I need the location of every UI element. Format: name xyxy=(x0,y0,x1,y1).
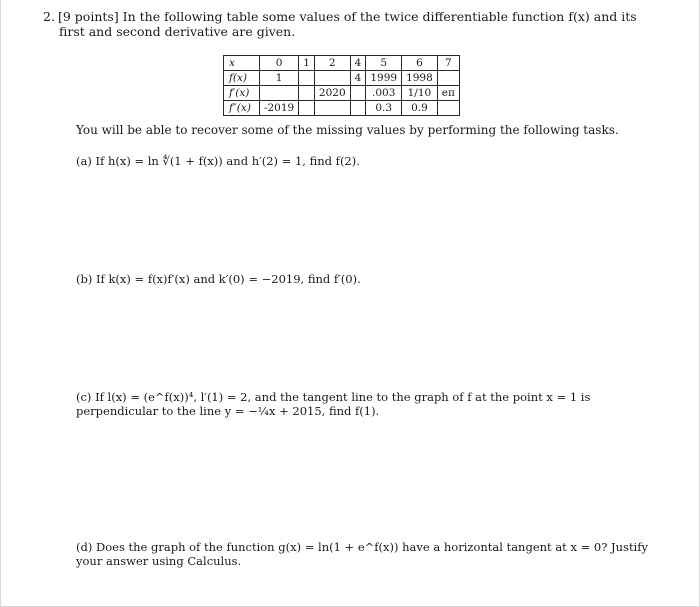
table-cell: 1999 xyxy=(366,71,402,86)
table-cell: 1 xyxy=(259,71,298,86)
table-cell: 6 xyxy=(402,56,438,71)
table-cell: eπ xyxy=(437,86,459,101)
table-row-header: f(x) xyxy=(224,71,260,86)
table-cell: 5 xyxy=(366,56,402,71)
table-row-header: x xyxy=(224,56,260,71)
table-cell: 0.3 xyxy=(366,101,402,116)
part-b-question: (b) If k(x) = f(x)f′(x) and k′(0) = −2019, find f′(0). xyxy=(76,272,361,286)
table-cell xyxy=(350,86,366,101)
table-cell xyxy=(314,71,350,86)
table-cell xyxy=(314,101,350,116)
table-cell xyxy=(299,71,315,86)
table-cell xyxy=(259,86,298,101)
problem-header-text: [9 points] In the following table some values of the twice differentiable function f(x) and its first and second derivative are given. xyxy=(58,9,637,39)
table-row-f-prime-row xyxy=(224,86,460,101)
table-cell: 0 xyxy=(259,56,298,71)
table-row-f-row xyxy=(224,71,460,86)
table-cell xyxy=(437,71,459,86)
table-row-header: f″(x) xyxy=(224,101,260,116)
table-cell xyxy=(299,86,315,101)
table-cell xyxy=(350,101,366,116)
table-cell: 1 xyxy=(299,56,315,71)
table-cell xyxy=(437,101,459,116)
table-cell xyxy=(299,101,315,116)
table-cell: .003 xyxy=(366,86,402,101)
part-a-question: (a) If h(x) = ln ∜(1 + f(x)) and h′(2) = 1, find f(2). xyxy=(76,154,360,168)
table-cell: 4 xyxy=(350,56,366,71)
table-cell: 2020 xyxy=(314,86,350,101)
table-cell: 4 xyxy=(350,71,366,86)
table-cell: 7 xyxy=(437,56,459,71)
table-row-x-row xyxy=(224,56,460,71)
problem-statement xyxy=(43,9,649,39)
problem-number: 2. xyxy=(43,9,55,24)
table-cell: 1998 xyxy=(402,71,438,86)
table-cell: 0.9 xyxy=(402,101,438,116)
table-cell: -2019 xyxy=(259,101,298,116)
part-c-question: (c) If l(x) = (e^f(x))⁴, l′(1) = 2, and the tangent line to the graph of f at the point x = 1 is perpendicular to the line y = −¼x + 2015, find f(1). xyxy=(76,390,591,418)
instructions-text: You will be able to recover some of the missing values by performing the following tasks. xyxy=(76,123,619,137)
table-cell: 2 xyxy=(314,56,350,71)
values-table-container xyxy=(223,55,460,116)
table-row-header: f′(x) xyxy=(224,86,260,101)
table-cell: 1/10 xyxy=(402,86,438,101)
part-d-question: (d) Does the graph of the function g(x) = ln(1 + e^f(x)) have a horizontal tangent at x = 0? Justify your answer using Calculus. xyxy=(76,540,648,568)
table-row-f-double-prime-row xyxy=(224,101,460,116)
values-table xyxy=(223,55,460,116)
